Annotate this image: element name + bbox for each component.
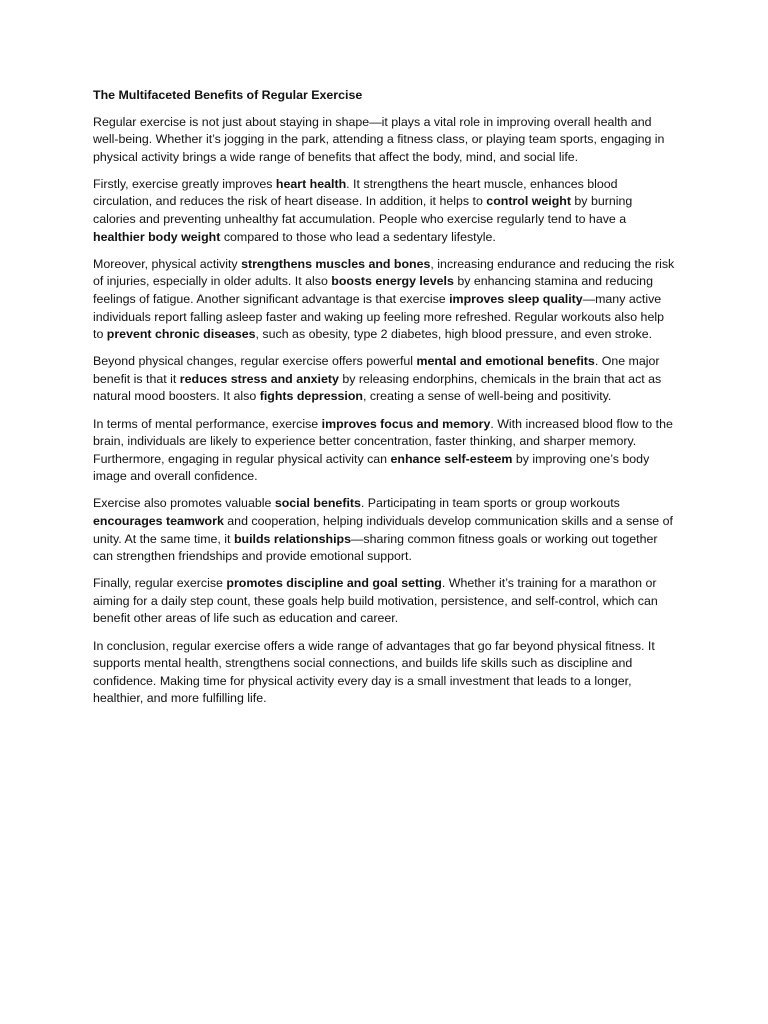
bold-phrase: boosts energy levels: [331, 274, 454, 289]
bold-phrase: heart health: [275, 176, 347, 191]
paragraph: [93, 495, 677, 565]
bold-phrase: fights depression: [259, 389, 363, 404]
text-run: —sharing common fitness goals or working out together can strengthen friendships and provide emotional support.: [93, 531, 658, 564]
paragraph: [93, 114, 677, 167]
paragraph: [93, 416, 677, 486]
text-run: compared to those who lead a sedentary lifestyle.: [220, 229, 496, 244]
bold-phrase: improves focus and memory: [321, 416, 491, 431]
bold-phrase: reduces stress and anxiety: [179, 371, 339, 386]
text-run: , creating a sense of well-being and positivity.: [362, 389, 612, 404]
text-run: , such as obesity, type 2 diabetes, high blood pressure, and even stroke.: [255, 327, 653, 342]
document-body: [93, 87, 677, 717]
paragraph: [93, 256, 677, 344]
bold-phrase: strengthens muscles and bones: [241, 256, 431, 271]
bold-phrase: encourages teamwork: [93, 513, 224, 528]
text-run: . With increased blood flow to the brain, individuals are likely to experience better concentration, faster thinking, and sharper memory. Furthermore, engaging in regular physical activity can: [93, 416, 673, 466]
text-run: In terms of mental performance, exercise: [93, 416, 322, 431]
bold-phrase: improves sleep quality: [449, 291, 583, 306]
bold-phrase: builds relationships: [233, 531, 351, 546]
text-run: In conclusion, regular exercise offers a wide range of advantages that go far beyond physical fitness. It supports mental health, strengthens social connections, and builds life skills such as discipline and confidence. Making time for physical activity every day is a small investment that leads to a longer, healthier, and more fulfilling life.: [93, 638, 655, 706]
bold-phrase: social benefits: [274, 496, 361, 511]
text-run: Regular exercise is not just about staying in shape—it plays a vital role in improving overall health and well-being. Whether it’s jogging in the park, attending a fitness class, or playing team sports, engaging in physical activity brings a wide range of benefits that affect the body, mind, and social life.: [93, 114, 665, 164]
text-run: Moreover, physical activity: [93, 256, 242, 271]
text-run: . One major benefit is that it: [93, 354, 660, 386]
text-run: by enhancing stamina and reducing feelings of fatigue. Another significant advantage is that exercise: [93, 274, 653, 306]
text-run: and cooperation, helping individuals develop communication skills and a sense of unity. At the same time, it: [93, 513, 673, 546]
text-run: by improving one’s body image and overall confidence.: [93, 451, 650, 484]
text-run: Exercise also promotes valuable: [93, 496, 275, 511]
paragraph: [93, 176, 677, 246]
text-run: by releasing endorphins, chemicals in the brain that act as natural mood boosters. It also: [93, 371, 662, 404]
bold-phrase: healthier body weight: [93, 229, 221, 244]
text-run: . Whether it’s training for a marathon or aiming for a daily step count, these goals help build motivation, persistence, and self-control, which can benefit other areas of life such as education and career.: [93, 576, 658, 626]
paragraph: [93, 353, 677, 406]
paragraph-list: [93, 114, 677, 708]
document-title: The Multifaceted Benefits of Regular Exercise: [93, 88, 363, 102]
text-run: Finally, regular exercise: [93, 576, 227, 591]
bold-phrase: control weight: [486, 194, 571, 209]
text-run: Firstly, exercise greatly improves: [93, 176, 276, 191]
text-run: . It strengthens the heart muscle, enhances blood circulation, and reduces the risk of heart disease. In addition, it helps to: [93, 176, 618, 209]
text-run: by burning calories and preventing unhealthy fat accumulation. People who exercise regularly tend to have a: [93, 194, 633, 227]
bold-phrase: promotes discipline and goal setting: [226, 576, 442, 591]
bold-phrase: enhance self-esteem: [390, 451, 513, 466]
text-run: Beyond physical changes, regular exercise offers powerful: [93, 354, 417, 369]
paragraph: [93, 638, 677, 708]
bold-phrase: mental and emotional benefits: [416, 354, 595, 369]
text-run: —many active individuals report falling asleep faster and waking up feeling more refreshed. Regular workouts also help to: [93, 291, 664, 342]
bold-phrase: prevent chronic diseases: [106, 327, 256, 342]
text-run: , increasing endurance and reducing the risk of injuries, especially in older adults. It also: [93, 256, 675, 289]
text-run: . Participating in team sports or group workouts: [360, 496, 620, 511]
paragraph: [93, 575, 677, 628]
